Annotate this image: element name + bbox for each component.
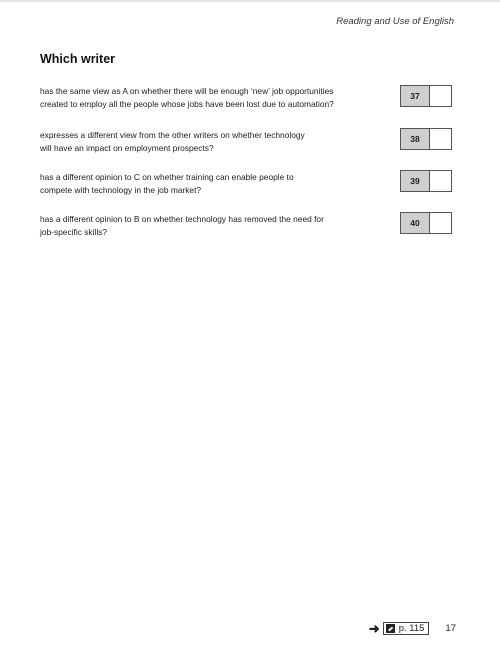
running-head: Reading and Use of English xyxy=(336,16,454,27)
header-rule xyxy=(0,0,500,2)
question-number: 40 xyxy=(401,213,430,233)
question-number: 37 xyxy=(401,86,430,106)
question-line: job-specific skills? xyxy=(40,227,108,237)
question-line: will have an impact on employment prospects? xyxy=(40,143,214,153)
question-line: compete with technology in the job market? xyxy=(40,185,202,195)
question-number: 39 xyxy=(401,171,430,191)
answer-box-40[interactable] xyxy=(400,212,452,234)
question-number: 38 xyxy=(401,129,430,149)
question-line: expresses a different view from the other writers on whether technology xyxy=(40,130,305,140)
answer-box-38[interactable] xyxy=(400,128,452,150)
page-reference-label: p. 115 xyxy=(398,623,425,634)
question-line: has a different opinion to C on whether training can enable people to xyxy=(40,172,294,182)
answer-input[interactable] xyxy=(430,86,451,106)
question-37-text xyxy=(40,85,380,111)
question-line: created to employ all the people whose jobs have been lost due to automation? xyxy=(40,99,334,109)
answer-input[interactable] xyxy=(430,171,451,191)
arrow-right-icon: ➜ xyxy=(368,621,380,636)
question-38-text xyxy=(40,129,380,155)
page-footer xyxy=(369,622,456,635)
question-line: has a different opinion to B on whether technology has removed the need for xyxy=(40,214,324,224)
answer-input[interactable] xyxy=(430,129,451,149)
page-reference-link[interactable] xyxy=(383,622,430,635)
section-heading: Which writer xyxy=(40,52,116,66)
page-number: 17 xyxy=(445,623,456,634)
question-39-text xyxy=(40,171,380,197)
question-line: has the same view as A on whether there will be enough ‘new’ job opportunities xyxy=(40,86,334,96)
answer-input[interactable] xyxy=(430,213,451,233)
answer-box-37[interactable] xyxy=(400,85,452,107)
question-40-text xyxy=(40,213,380,239)
answer-box-39[interactable] xyxy=(400,170,452,192)
reference-icon xyxy=(386,624,395,633)
